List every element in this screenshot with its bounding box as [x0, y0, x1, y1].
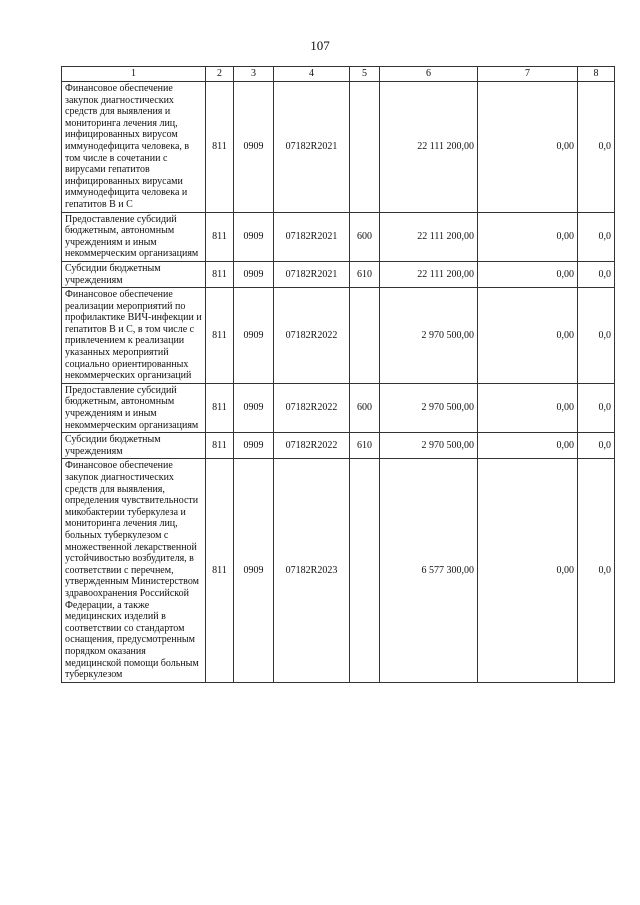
section-code-cell: 0909 — [234, 82, 274, 213]
row-name-cell: Финансовое обеспечение закупок диагностических средств для выявления и мониторинга лечения лиц, инфицированных вирусом иммунодефицита человека, в том числе в сочетании с вирусами гепатитов инфицированных вирусами иммунодефицита человека и гепатитов В и С — [62, 82, 206, 213]
column-number: 3 — [234, 67, 274, 82]
expense-type-cell — [350, 288, 380, 384]
column-number: 1 — [62, 67, 206, 82]
budget-table-body — [62, 67, 615, 683]
grbs-code-cell: 811 — [206, 212, 234, 261]
target-article-cell: 07182R2022 — [274, 383, 350, 432]
amount-cell: 0,00 — [478, 82, 578, 213]
column-number: 7 — [478, 67, 578, 82]
grbs-code-cell: 811 — [206, 261, 234, 287]
target-article-cell: 07182R2021 — [274, 261, 350, 287]
grbs-code-cell: 811 — [206, 383, 234, 432]
target-article-cell: 07182R2021 — [274, 212, 350, 261]
amount-cell: 2 970 500,00 — [380, 433, 478, 459]
row-name-cell: Финансовое обеспечение закупок диагностических средств для выявления, определения чувствительности микобактерии туберкулеза и мониторинга лечения лиц, больных туберкулезом с множественной лекарственной устойчивостью возбудителя, в соответствии с перечнем, утвержденным Министерством здравоохранения Российской Федерации, а также медицинских изделий в соответствии со стандартом оснащения, предусмотренным порядком оказания медицинской помощи больным туберкулезом — [62, 459, 206, 682]
amount-cell: 22 111 200,00 — [380, 212, 478, 261]
row-name-cell: Финансовое обеспечение реализации мероприятий по профилактике ВИЧ-инфекции и гепатитов В и С, в том числе с привлечением к реализации указанных мероприятий социально ориентированных некоммерческих организаций — [62, 288, 206, 384]
expense-type-cell: 610 — [350, 433, 380, 459]
table-row — [62, 383, 615, 432]
amount-cell: 0,0 — [578, 459, 615, 682]
section-code-cell: 0909 — [234, 433, 274, 459]
row-name-cell: Предоставление субсидий бюджетным, автономным учреждениям и иным некоммерческим организациям — [62, 212, 206, 261]
amount-cell: 0,0 — [578, 383, 615, 432]
amount-cell: 0,0 — [578, 261, 615, 287]
amount-cell: 0,00 — [478, 383, 578, 432]
column-number: 8 — [578, 67, 615, 82]
section-code-cell: 0909 — [234, 261, 274, 287]
amount-cell: 0,0 — [578, 288, 615, 384]
amount-cell: 2 970 500,00 — [380, 288, 478, 384]
amount-cell: 0,00 — [478, 459, 578, 682]
expense-type-cell: 610 — [350, 261, 380, 287]
amount-cell: 6 577 300,00 — [380, 459, 478, 682]
grbs-code-cell: 811 — [206, 459, 234, 682]
amount-cell: 0,0 — [578, 433, 615, 459]
table-row — [62, 212, 615, 261]
row-name-cell: Субсидии бюджетным учреждениям — [62, 261, 206, 287]
amount-cell: 0,00 — [478, 212, 578, 261]
expense-type-cell: 600 — [350, 212, 380, 261]
section-code-cell: 0909 — [234, 212, 274, 261]
page-number: 107 — [310, 38, 330, 53]
grbs-code-cell: 811 — [206, 433, 234, 459]
amount-cell: 22 111 200,00 — [380, 261, 478, 287]
expense-type-cell — [350, 459, 380, 682]
row-name-cell: Предоставление субсидий бюджетным, автономным учреждениям и иным некоммерческим организациям — [62, 383, 206, 432]
grbs-code-cell: 811 — [206, 82, 234, 213]
amount-cell: 0,0 — [578, 82, 615, 213]
expense-type-cell — [350, 82, 380, 213]
column-number: 4 — [274, 67, 350, 82]
amount-cell: 22 111 200,00 — [380, 82, 478, 213]
target-article-cell: 07182R2023 — [274, 459, 350, 682]
amount-cell: 0,00 — [478, 261, 578, 287]
table-row — [62, 433, 615, 459]
table-row — [62, 288, 615, 384]
grbs-code-cell: 811 — [206, 288, 234, 384]
section-code-cell: 0909 — [234, 383, 274, 432]
column-number: 6 — [380, 67, 478, 82]
target-article-cell: 07182R2022 — [274, 288, 350, 384]
column-number-row — [62, 67, 615, 82]
table-row — [62, 82, 615, 213]
target-article-cell: 07182R2021 — [274, 82, 350, 213]
expense-type-cell: 600 — [350, 383, 380, 432]
section-code-cell: 0909 — [234, 459, 274, 682]
row-name-cell: Субсидии бюджетным учреждениям — [62, 433, 206, 459]
column-number: 2 — [206, 67, 234, 82]
amount-cell: 2 970 500,00 — [380, 383, 478, 432]
amount-cell: 0,0 — [578, 212, 615, 261]
table-row — [62, 261, 615, 287]
budget-table — [61, 66, 615, 683]
target-article-cell: 07182R2022 — [274, 433, 350, 459]
column-number: 5 — [350, 67, 380, 82]
amount-cell: 0,00 — [478, 433, 578, 459]
section-code-cell: 0909 — [234, 288, 274, 384]
amount-cell: 0,00 — [478, 288, 578, 384]
table-row — [62, 459, 615, 682]
